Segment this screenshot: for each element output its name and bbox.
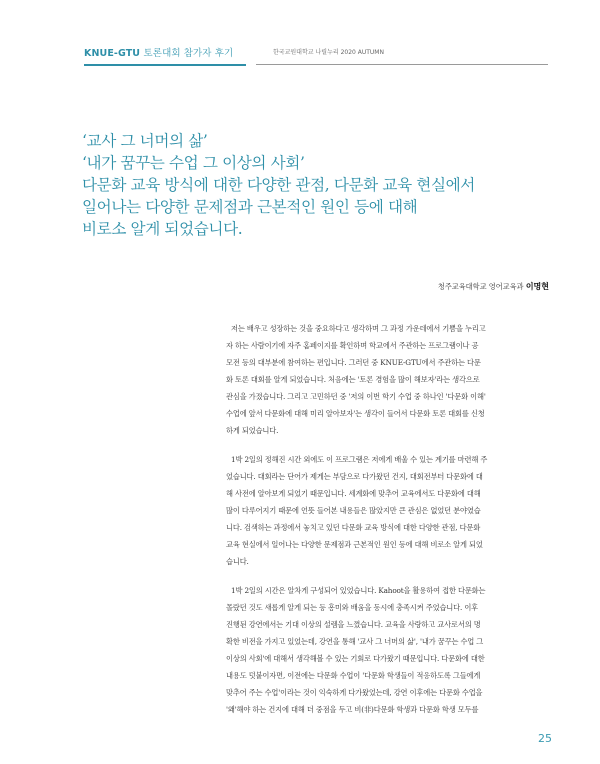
publication-label: 한국교원대학교 나릴누리 2020 AUTUMN xyxy=(273,49,384,56)
body-line: 습니다. xyxy=(226,557,249,566)
body-line: 많이 다루어지기 때문에 언뜻 들어본 내용들은 많았지만 큰 관심은 없었던 분야였습 xyxy=(226,506,481,515)
author-affiliation: 청주교육대학교 영어교육과 xyxy=(437,282,524,291)
author-byline xyxy=(438,281,549,292)
quote-line: 비로소 알게 되었습니다. xyxy=(82,220,243,238)
section-subtitle: 토론대회 참가자 후기 xyxy=(143,48,234,59)
body-line: 1박 2일의 정해진 시간 외에도 이 프로그램은 저에게 배울 수 있는 계기를 마련해 주 xyxy=(231,455,488,464)
body-line: 모전 등의 대부분에 참여하는 편입니다. 그러던 중 KNUE-GTU에서 주관하는 다문 xyxy=(226,358,481,367)
body-line: 수업에 앞서 다문화에 대해 미리 알아보자'는 생각이 들어서 다문화 토론 대회를 신청 xyxy=(226,409,485,418)
body-line: 자 하는 사람이기에 자주 홈페이지를 확인하며 학교에서 주관하는 프로그램이나 공 xyxy=(226,341,479,350)
pull-quote xyxy=(82,130,552,240)
body-line: 맞추어 주는 수업'이라는 것이 익숙하게 다가왔었는데, 강연 이후에는 다문화 수업을 xyxy=(226,688,483,697)
body-line: 교육 현실에서 일어나는 다양한 문제점과 근본적인 원인 등에 대해 비로소 알게 되었 xyxy=(226,540,483,549)
header-rule xyxy=(256,64,548,65)
body-line: 관심을 가졌습니다. 그리고 고민하던 중 '저의 이번 학기 수업 중 하나인 '다문화 이해' xyxy=(226,392,486,401)
body-line: 니다. 검색하는 과정에서 놓치고 있던 다문화 교육 방식에 대한 다양한 관점, 다문화 xyxy=(226,523,481,532)
body-line: 하게 되었습니다. xyxy=(226,426,279,435)
body-line: 확한 비전을 가지고 있었는데, 강연을 통해 '교사 그 너머의 삶', '내가 꿈꾸는 수업 그 xyxy=(226,637,484,646)
header-accent-rule xyxy=(84,64,246,66)
body-line: 었습니다. 대회라는 단어가 제게는 부담으로 다가왔던 건지, 대회전부터 다문화에 대 xyxy=(226,472,483,481)
paragraph xyxy=(226,320,548,439)
body-line: 내용도 덧붙이자면, 이전에는 다문화 수업이 '다문화 학생들이 적응하도록 그들에게 xyxy=(226,671,481,680)
section-header xyxy=(84,45,233,59)
body-line: 저는 배우고 성장하는 것을 중요하다고 생각하며 그 과정 가운데에서 기쁨을 누리고 xyxy=(231,324,486,333)
paragraph xyxy=(226,451,548,570)
body-line: 화 토론 대회를 알게 되었습니다. 처음에는 '토론 경험을 많이 해보자'라는 생각으로 xyxy=(226,375,480,384)
body-line: 1박 2일의 시간은 알차게 구성되어 있었습니다. Kahoot을 활용하여 접한 다문화는 xyxy=(231,586,486,595)
body-line: '왜'해야 하는 건지에 대해 더 중점을 두고 비(非)다문화 학생과 다문화 학생 모두를 xyxy=(226,705,479,714)
paragraph xyxy=(226,582,548,718)
quote-line: ‘내가 꿈꾸는 수업 그 이상의 사회’ xyxy=(82,154,305,172)
section-title: KNUE-GTU xyxy=(84,48,141,59)
body-line: 이상의 사회'에 대해서 생각해볼 수 있는 기회로 다가왔기 때문입니다. 다문화에 대한 xyxy=(226,654,485,663)
quote-line: 다문화 교육 방식에 대한 다양한 관점, 다문화 교육 현실에서 xyxy=(82,176,475,194)
quote-line: 일어나는 다양한 문제점과 근본적인 원인 등에 대해 xyxy=(82,198,418,216)
body-line: 진행된 강연에서는 기대 이상의 설렘을 느꼈습니다. 교육을 사랑하고 교사로서의 명 xyxy=(226,620,481,629)
article-body xyxy=(226,320,548,730)
body-line: 해 사전에 알아보게 되었기 때문입니다. 세계화에 맞추어 교육에서도 다문화에 대해 xyxy=(226,489,481,498)
quote-line: ‘교사 그 너머의 삶’ xyxy=(82,132,208,150)
page-number: 25 xyxy=(538,732,552,745)
author-name: 이명현 xyxy=(525,282,549,291)
body-line: 몰랐던 것도 새롭게 알게 되는 등 흥미와 배움을 동시에 충족시켜 주었습니다. 이후 xyxy=(226,603,479,612)
